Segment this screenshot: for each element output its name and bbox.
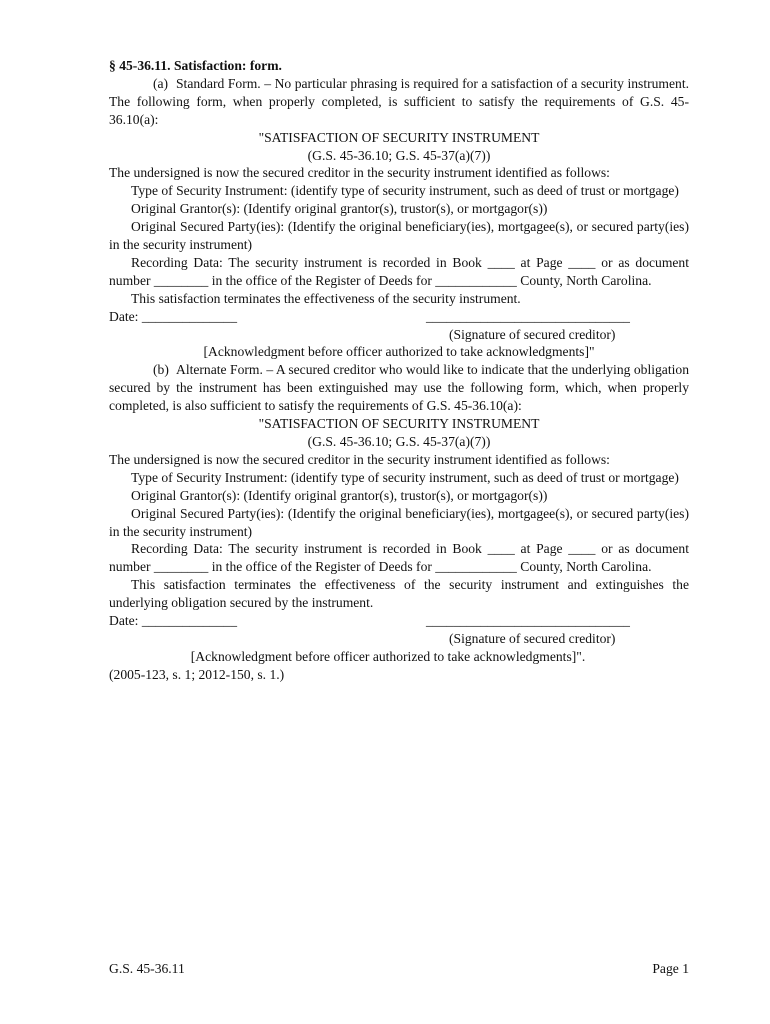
part-a-type: Type of Security Instrument: (identify type of security instrument, such as deed of trust or mortgage) bbox=[131, 183, 679, 199]
part-a-intro-text: Standard Form. – No particular phrasing is required for a satisfaction of a security instrument. The following form, when properly completed, is sufficient to satisfy the requirements of G.S. 45-36.10(a): bbox=[109, 75, 689, 127]
part-a-secured-party: Original Secured Party(ies): (Identify the original beneficiary(ies), mortgagee(s), or secured party(ies) in the security instrument) bbox=[109, 219, 689, 253]
part-b-intro-text: Alternate Form. – A secured creditor who would like to indicate that the underlying obligation secured by the instrument has been extinguished may use the following form, which, when properly completed, is also sufficient to satisfy the requirements of G.S. 45-36.10(a): bbox=[109, 362, 689, 414]
part-a-signature-line: ______________________________ bbox=[426, 308, 630, 324]
footer-page-number: Page 1 bbox=[652, 961, 689, 976]
part-b-undersigned: The undersigned is now the secured creditor in the security instrument identified as follows: bbox=[109, 451, 610, 467]
footer-citation: G.S. 45-36.11 bbox=[109, 961, 185, 976]
part-a-intro bbox=[109, 75, 689, 129]
part-b-type: Type of Security Instrument: (identify type of security instrument, such as deed of trust or mortgage) bbox=[131, 469, 679, 485]
part-b-acknowledgment: [Acknowledgment before officer authorized to take acknowledgments]". bbox=[190, 648, 586, 664]
part-b-label: (b) bbox=[153, 362, 169, 378]
part-a-date-field: Date: ______________ bbox=[109, 308, 237, 324]
part-a-grantor: Original Grantor(s): (Identify original grantor(s), trustor(s), or mortgagor(s)) bbox=[131, 201, 548, 217]
part-b-signature-line: ______________________________ bbox=[426, 613, 630, 629]
part-a-acknowledgment: [Acknowledgment before officer authorized to take acknowledgments]" bbox=[203, 344, 595, 360]
part-a-label: (a) bbox=[153, 75, 169, 91]
part-b-form-citation: (G.S. 45-36.10; G.S. 45-37(a)(7)) bbox=[307, 434, 491, 450]
part-b-grantor: Original Grantor(s): (Identify original grantor(s), trustor(s), or mortgagor(s)) bbox=[131, 487, 548, 503]
part-a-terminates: This satisfaction terminates the effectiveness of the security instrument. bbox=[131, 290, 521, 306]
part-a-recording: Recording Data: The security instrument is recorded in Book ____ at Page ____ or as document number ________ in the office of the Register of Deeds for ____________ County, North Carolina. bbox=[109, 254, 689, 288]
part-b-date-signature-row bbox=[109, 612, 689, 630]
history-note: (2005-123, s. 1; 2012-150, s. 1.) bbox=[109, 666, 285, 682]
part-b-recording: Recording Data: The security instrument is recorded in Book ____ at Page ____ or as document number ________ in the office of the Register of Deeds for ____________ County, North Carolina. bbox=[109, 541, 689, 575]
part-b-intro bbox=[109, 361, 689, 415]
part-b-form-title: "SATISFACTION OF SECURITY INSTRUMENT bbox=[258, 416, 540, 432]
section-heading: § 45-36.11. Satisfaction: form. bbox=[109, 58, 282, 73]
statute-page bbox=[109, 57, 689, 684]
part-b-signature-caption: (Signature of secured creditor) bbox=[449, 630, 616, 646]
part-a-undersigned: The undersigned is now the secured creditor in the security instrument identified as follows: bbox=[109, 165, 610, 181]
part-b-terminates: This satisfaction terminates the effectiveness of the security instrument and extinguishes the underlying obligation secured by the instrument. bbox=[109, 577, 689, 611]
part-a-form-citation: (G.S. 45-36.10; G.S. 45-37(a)(7)) bbox=[307, 147, 491, 163]
part-a-form-title: "SATISFACTION OF SECURITY INSTRUMENT bbox=[258, 129, 540, 145]
part-b-date-field: Date: ______________ bbox=[109, 613, 237, 629]
part-b-secured-party: Original Secured Party(ies): (Identify the original beneficiary(ies), mortgagee(s), or secured party(ies) in the security instrument) bbox=[109, 505, 689, 539]
part-a-signature-caption: (Signature of secured creditor) bbox=[449, 326, 616, 342]
part-a-date-signature-row bbox=[109, 308, 689, 326]
